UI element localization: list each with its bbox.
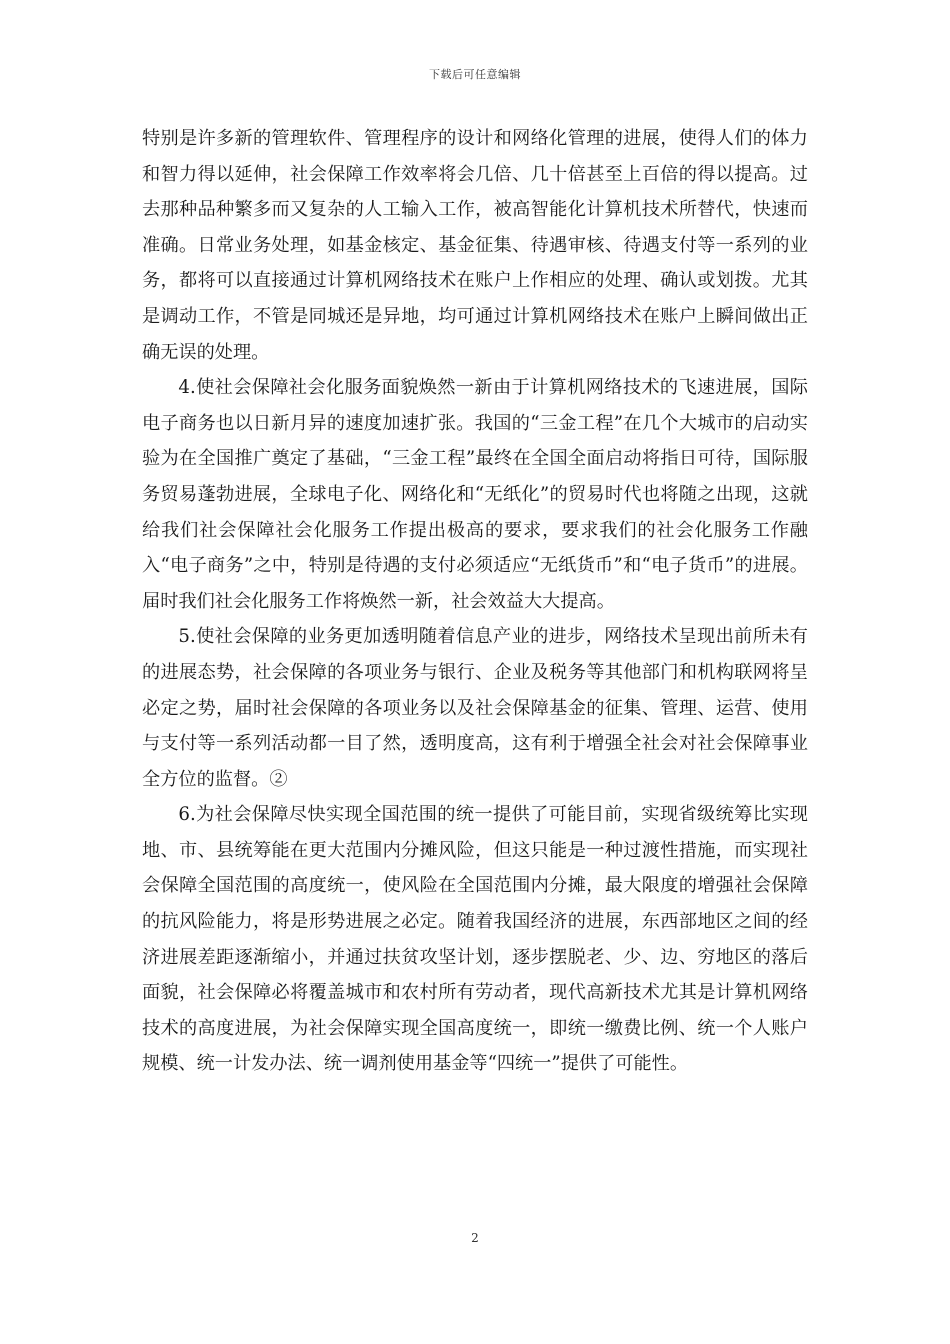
- document-body: [142, 121, 808, 1082]
- paragraph-item-5: 5.使社会保障的业务更加透明随着信息产业的进步，网络技术呈现出前所未有的进展态势，社会保障的各项业务与银行、企业及税务等其他部门和机构联网将呈必定之势，届时社会保障的各项业务以及社会保障基金的征集、管理、运营、使用与支付等一系列活动都一目了然，透明度高，这有利于增强全社会对社会保障事业全方位的监督。②: [142, 626, 808, 790]
- paragraph-continuation: 特别是许多新的管理软件、管理程序的设计和网络化管理的进展，使得人们的体力和智力得以延伸，社会保障工作效率将会几倍、几十倍甚至上百倍的得以提高。过去那种品种繁多而又复杂的人工输入工作，被高智能化计算机技术所替代，快速而准确。日常业务处理，如基金核定、基金征集、待遇审核、待遇支付等一系列的业务，都将可以直接通过计算机网络技术在账户上作相应的处理、确认或划拨。尤其是调动工作，不管是同城还是异地，均可通过计算机网络技术在账户上瞬间做出正确无误的处理。: [142, 128, 808, 363]
- page-header: 下载后可任意编辑: [429, 68, 521, 81]
- paragraph-item-4: 4.使社会保障社会化服务面貌焕然一新由于计算机网络技术的飞速进展，国际电子商务也以日新月异的速度加速扩张。我国的“三金工程”在几个大城市的启动实验为在全国推广奠定了基础，“三金工程”最终在全国全面启动将指日可待，国际服务贸易蓬勃进展，全球电子化、网络化和“无纸化”的贸易时代也将随之出现，这就给我们社会保障社会化服务工作提出极高的要求，要求我们的社会化服务工作融入“电子商务”之中，特别是待遇的支付必须适应“无纸货币”和“电子货币”的进展。届时我们社会化服务工作将焕然一新，社会效益大大提高。: [142, 377, 808, 612]
- page-number: 2: [471, 1231, 479, 1245]
- paragraph-item-6: 6.为社会保障尽快实现全国范围的统一提供了可能目前，实现省级统筹比实现地、市、县统筹能在更大范围内分摊风险，但这只能是一种过渡性措施，而实现社会保障全国范围的高度统一，使风险在全国范围内分摊，最大限度的增强社会保障的抗风险能力，将是形势进展之必定。随着我国经济的进展，东西部地区之间的经济进展差距逐渐缩小，并通过扶贫攻坚计划，逐步摆脱老、少、边、穷地区的落后面貌，社会保障必将覆盖城市和农村所有劳动者，现代高新技术尤其是计算机网络技术的高度进展，为社会保障实现全国高度统一，即统一缴费比例、统一个人账户规模、统一计发办法、统一调剂使用基金等“四统一”提供了可能性。: [142, 804, 808, 1075]
